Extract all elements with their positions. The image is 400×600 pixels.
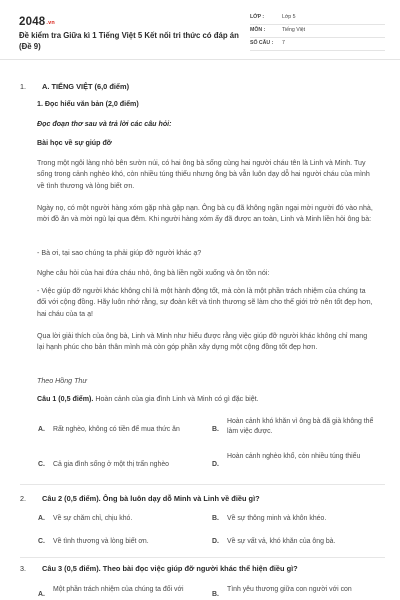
page-header bbox=[0, 0, 400, 60]
document-meta bbox=[250, 12, 385, 51]
option-letter: C. bbox=[38, 461, 45, 468]
meta-row-subject bbox=[250, 25, 385, 38]
option-text: Về sự chăm chỉ, chịu khó. bbox=[53, 515, 133, 522]
document-title: Đề kiểm tra Giữa kì 1 Tiếng Việt 5 Kết nối tri thức có đáp án (Đề 9) bbox=[19, 31, 239, 51]
option-text: Hoàn cảnh nghèo khổ, còn nhiều túng thiếu bbox=[227, 453, 361, 460]
question-text: Hoàn cảnh của gia đình Linh và Minh có gì đặc biệt. bbox=[93, 395, 259, 403]
meta-value: Tiếng Việt bbox=[282, 27, 306, 34]
meta-key: MÔN : bbox=[250, 27, 266, 34]
option-text: Hoàn cảnh khó khăn vì ông bà đã già không thể làm việc được. bbox=[227, 418, 374, 436]
question-label: Câu 1 (0,5 điểm). bbox=[37, 395, 94, 403]
question-number: 2. bbox=[20, 494, 26, 503]
option-letter: D. bbox=[212, 538, 219, 545]
option-letter: B. bbox=[212, 426, 219, 433]
question-title: Câu 3 (0,5 điểm). Theo bài đọc việc giúp đỡ người khác thể hiện điều gì? bbox=[42, 564, 298, 573]
author: Theo Hồng Thư bbox=[37, 377, 87, 385]
option-text: Về tình thương và lòng biết ơn. bbox=[53, 538, 149, 545]
story-paragraph: - Việc giúp đỡ người khác không chỉ là một hành động tốt, mà còn là một phần trách nhiệm của chúng ta đối với cộng đồng. Hãy luôn nhớ rằng, sự đoàn kết và tình thương sẽ làm cho thế giới trở nên tốt đẹp hơn, hai cháu của ta ạ! bbox=[37, 287, 373, 318]
option-text: Một phần trách nhiệm của chúng ta đối với bbox=[53, 586, 184, 593]
story-paragraph: - Bà ơi, tại sao chúng ta phải giúp đỡ người khác ạ? bbox=[37, 249, 202, 257]
site-logo[interactable]: 2048.vn bbox=[19, 16, 55, 28]
question-title: Câu 2 (0,5 điểm). Ông bà luôn dạy dỗ Minh và Linh về điều gì? bbox=[42, 494, 260, 503]
story-title: Bài học về sự giúp đỡ bbox=[37, 139, 112, 147]
question-1 bbox=[37, 394, 374, 405]
option-letter: C. bbox=[38, 538, 45, 545]
story-paragraph: Qua lời giải thích của ông bà, Linh và Minh như hiểu được rằng việc giúp đỡ người khác không chỉ mang lại hạnh phúc cho bản thân mình mà còn góp phần xây dựng một cộng đồng tốt đẹp hơn. bbox=[37, 332, 368, 352]
option-letter: D. bbox=[212, 461, 219, 468]
question-number: 1. bbox=[20, 82, 26, 91]
option-text: Tình yêu thương giữa con người với con bbox=[227, 586, 352, 593]
meta-row-grade bbox=[250, 12, 385, 25]
story-paragraph: Ngày nọ, có một người hàng xóm gặp nhà gặp nạn. Ông bà cụ đã không ngần ngại mời người đó vào nhà, mời đồ ăn và mời ngủ lại qua đêm. Khi người hàng xóm ấy đã được an toàn, Linh và Minh liền hỏi ông bà: bbox=[37, 204, 373, 224]
meta-row-count bbox=[250, 38, 385, 51]
question-number: 3. bbox=[20, 564, 26, 573]
option-text: Về sự vất vả, khó khăn của ông bà. bbox=[227, 538, 336, 545]
option-letter: A. bbox=[38, 515, 45, 522]
meta-key: LỚP : bbox=[250, 14, 265, 21]
instruction: Đọc đoạn thơ sau và trả lời các câu hỏi: bbox=[37, 120, 172, 128]
option-letter: A. bbox=[38, 591, 45, 598]
option-letter: B. bbox=[212, 591, 219, 598]
story-paragraph: Trong một ngôi làng nhỏ bên sườn núi, có hai ông bà sống cùng hai người cháu tên là Linh và Minh. Tuy sống trong cảnh nghèo khó, còn nhiều túng thiếu nhưng ông bà vẫn luôn dạy dỗ hai người cháu của mình về tình thương và lòng biết ơn. bbox=[37, 159, 370, 190]
section-title: A. TIẾNG VIỆT (6,0 điểm) bbox=[42, 82, 130, 91]
meta-key: SỐ CÂU : bbox=[250, 40, 274, 47]
option-letter: B. bbox=[212, 515, 219, 522]
sub-title: 1. Đọc hiểu văn bản (2,0 điểm) bbox=[37, 100, 139, 108]
meta-value: 7 bbox=[282, 40, 285, 47]
story-paragraph: Nghe câu hỏi của hai đứa cháu nhỏ, ông bà liền ngồi xuống và ôn tồn nói: bbox=[37, 269, 270, 277]
meta-value: Lớp 5 bbox=[282, 14, 296, 21]
option-text: Rất nghèo, không có tiền để mua thức ăn bbox=[53, 426, 180, 433]
divider bbox=[20, 557, 385, 558]
option-text: Cả gia đình sống ở một thị trấn nghèo bbox=[53, 461, 169, 468]
option-text: Về sự thông minh và khôn khéo. bbox=[227, 515, 327, 522]
divider bbox=[20, 484, 385, 485]
option-letter: A. bbox=[38, 426, 45, 433]
